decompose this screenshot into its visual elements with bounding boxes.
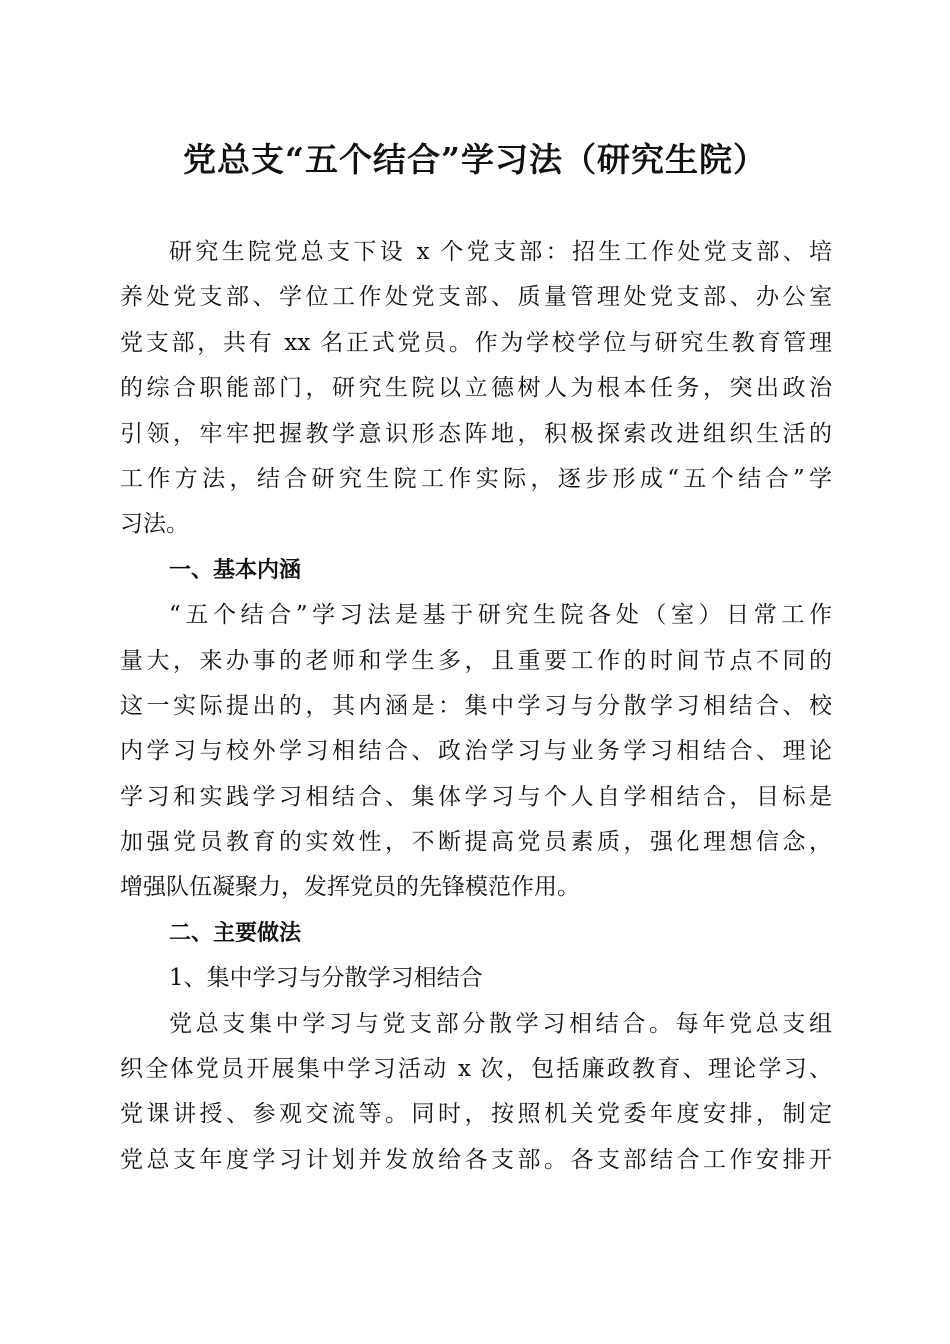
text-line: 党课讲授、参观交流等。同时，按照机关党委年度安排，制定 [120, 1101, 832, 1128]
text-line: 工作方法，结合研究生院工作实际，逐步形成“五个结合”学 [120, 465, 832, 492]
text-line: 的综合职能部门，研究生院以立德树人为根本任务，突出政治 [120, 375, 832, 402]
text-line: 习法。 [120, 511, 189, 538]
section-heading: 一、基本内涵 [169, 557, 302, 583]
text-line: 养处党支部、学位工作处党支部、质量管理处党支部、办公室 [120, 284, 832, 311]
text-line: 增强队伍凝聚力，发挥党员的先锋模范作用。 [120, 874, 580, 901]
text-line: 学习和实践学习相结合、集体学习与个人自学相结合，目标是 [120, 783, 832, 810]
text-line: 这一实际提出的，其内涵是：集中学习与分散学习相结合、校 [120, 692, 832, 719]
text-line: 织全体党员开展集中学习活动 x 次，包括廉政教育、理论学习、 [120, 1056, 832, 1083]
document-title: 党总支“五个结合”学习法（研究生院） [183, 140, 767, 179]
document-body [120, 230, 832, 1183]
text-line: “五个结合”学习法是基于研究生院各处（室）日常工作 [169, 602, 832, 629]
text-line: 党总支年度学习计划并发放给各支部。各支部结合工作安排开 [120, 1146, 832, 1173]
text-line: 引领，牢牢把握教学意识形态阵地，积极探索改进组织生活的 [120, 420, 832, 447]
text-line: 1、集中学习与分散学习相结合 [169, 965, 483, 992]
text-line: 加强党员教育的实效性，不断提高党员素质，强化理想信念， [120, 829, 832, 856]
text-line: 研究生院党总支下设 x 个党支部：招生工作处党支部、培 [169, 239, 832, 265]
text-line: 党总支集中学习与党支部分散学习相结合。每年党总支组 [169, 1010, 832, 1037]
text-line: 党支部，共有 xx 名正式党员。作为学校学位与研究生教育管理 [120, 329, 832, 356]
section-heading: 二、主要做法 [169, 920, 302, 946]
text-line: 内学习与校外学习相结合、政治学习与业务学习相结合、理论 [120, 738, 832, 765]
text-line: 量大，来办事的老师和学生多，且重要工作的时间节点不同的 [120, 647, 832, 674]
